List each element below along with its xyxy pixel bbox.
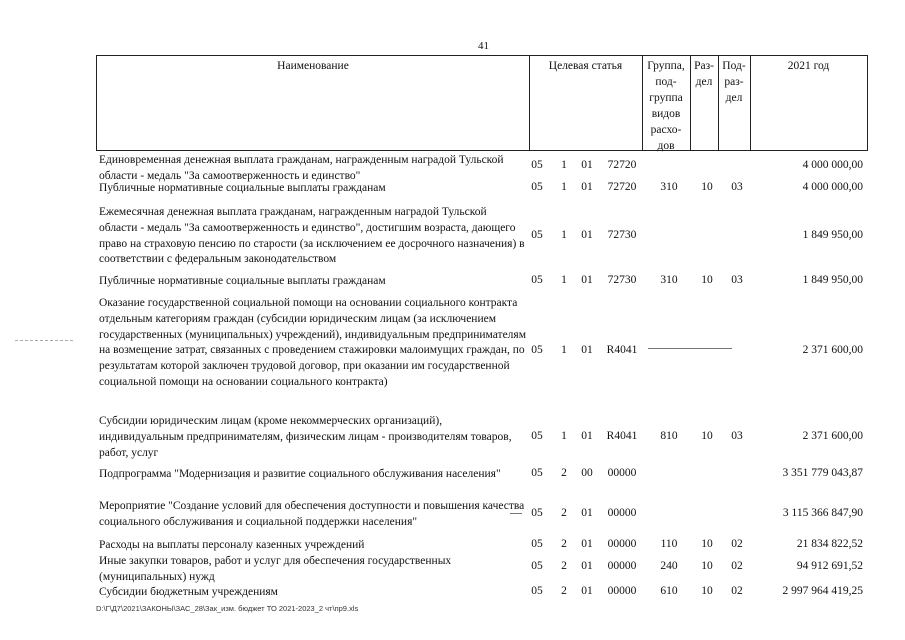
expense-group: 310 [660, 181, 678, 193]
code-event: 01 [581, 560, 593, 572]
expense-group: 810 [660, 430, 678, 442]
code-program: 05 [531, 229, 543, 241]
razdel: 10 [701, 538, 713, 550]
code-subprogram: 1 [561, 430, 567, 442]
scan-artifact-line [15, 340, 73, 341]
amount: 3 351 779 043,87 [782, 467, 863, 479]
razdel: 10 [701, 560, 713, 572]
code-program: 05 [531, 159, 543, 171]
amount: 4 000 000,00 [802, 159, 863, 171]
file-path-footer: D:\Г\Д7\2021\ЗАКОНЫ\ЗАС_28\Зак_изм. бюджет ТО 2021-2023_2 чт\пр9.xls [96, 604, 359, 613]
row-name: Субсидии юридическим лицам (кроме некоммерческих организаций), индивидуальным предпринимателям, физическим лицам - производителям товаров, работ, услуг [99, 415, 512, 459]
table-header [96, 55, 868, 151]
code-subprogram: 2 [561, 538, 567, 550]
code-event: 01 [581, 430, 593, 442]
code-event: 01 [581, 181, 593, 193]
amount: 21 834 822,52 [796, 538, 863, 550]
code-subprogram: 1 [561, 274, 567, 286]
razdel: 10 [701, 430, 713, 442]
code-subprogram: 2 [561, 560, 567, 572]
row-name: Расходы на выплаты персоналу казенных учреждений [99, 539, 365, 551]
header-year: 2021 год [787, 60, 830, 72]
code-subprogram: 2 [561, 507, 567, 519]
code-subprogram: 1 [561, 181, 567, 193]
code-subprogram: 1 [561, 159, 567, 171]
podrazdel: 03 [731, 430, 743, 442]
header-name: Наименование [277, 60, 349, 72]
podrazdel: 02 [731, 560, 743, 572]
row-name: Подпрограмма "Модернизация и развитие социального обслуживания населения" [99, 468, 501, 480]
amount: 94 912 691,52 [796, 560, 863, 572]
row-name: Мероприятие "Создание условий для обеспечения доступности и повышения качества социального обслуживания и социальной поддержки населения" [99, 500, 525, 528]
podrazdel: 02 [731, 538, 743, 550]
code-subprogram: 2 [561, 467, 567, 479]
page-number: 41 [478, 40, 489, 52]
expense-group: 110 [660, 538, 678, 550]
header-razdel: Раз- дел [694, 60, 714, 88]
code-program: 05 [531, 344, 543, 356]
code-program: 05 [531, 560, 543, 572]
expense-group: 610 [660, 585, 678, 597]
code-direction: 00000 [607, 585, 637, 597]
row-name: Единовременная денежная выплата гражданам, награжденным наградой Тульской области - медаль "За самоотверженность и единство" [99, 154, 504, 182]
code-event: 01 [581, 159, 593, 171]
code-direction: 00000 [607, 467, 637, 479]
code-subprogram: 1 [561, 344, 567, 356]
code-direction: 00000 [607, 538, 637, 550]
podrazdel: 03 [731, 274, 743, 286]
code-event: 01 [581, 274, 593, 286]
razdel: 10 [701, 274, 713, 286]
header-podrazdel: Под- раз- дел [722, 60, 746, 104]
code-program: 05 [531, 181, 543, 193]
razdel: 10 [701, 585, 713, 597]
code-direction: 00000 [607, 560, 637, 572]
podrazdel: 02 [731, 585, 743, 597]
row-name: Публичные нормативные социальные выплаты гражданам [99, 275, 386, 287]
code-direction: 00000 [607, 507, 637, 519]
code-program: 05 [531, 585, 543, 597]
row-name: Ежемесячная денежная выплата гражданам, награжденным наградой Тульской области - медаль "За самоотверженность и единство", достигшим возраста, дающего право на страховую пенсию по старости (за исключением ее досрочного назначения) в соответствии с федеральным законодательством [99, 206, 525, 266]
amount: 4 000 000,00 [802, 181, 863, 193]
code-direction: R4041 [606, 344, 638, 356]
code-subprogram: 1 [561, 229, 567, 241]
row-name: Публичные нормативные социальные выплаты гражданам [99, 182, 386, 194]
expense-group: 240 [660, 560, 678, 572]
expense-group: 310 [660, 274, 678, 286]
header-group: Группа, под- группа видов расхо- дов [647, 60, 685, 152]
scan-artifact-line [648, 348, 732, 349]
code-program: 05 [531, 507, 543, 519]
code-event: 01 [581, 538, 593, 550]
amount: 1 849 950,00 [802, 229, 863, 241]
podrazdel: 03 [731, 181, 743, 193]
scan-artifact-line [510, 513, 522, 514]
amount: 1 849 950,00 [802, 274, 863, 286]
razdel: 10 [701, 181, 713, 193]
code-subprogram: 2 [561, 585, 567, 597]
code-direction: R4041 [606, 430, 638, 442]
code-direction: 72730 [607, 274, 637, 286]
code-program: 05 [531, 274, 543, 286]
row-name: Оказание государственной социальной помощи на основании социального контракта отдельным категориям граждан (субсидии юридическим лицам (за исключением государственных (муниципальных) учреждений), индивидуальным предпринимателям на возмещение затрат, связанных с проведением стажировки малоимущих граждан, по результатам которой заключен трудовой договор, при оказании им государственной социальной помощи на основании социального контракта) [99, 297, 526, 388]
code-event: 01 [581, 507, 593, 519]
code-event: 01 [581, 229, 593, 241]
code-program: 05 [531, 430, 543, 442]
code-event: 01 [581, 585, 593, 597]
header-target: Целевая статья [548, 60, 623, 72]
code-direction: 72720 [607, 159, 637, 171]
amount: 3 115 366 847,90 [782, 507, 863, 519]
row-name: Иные закупки товаров, работ и услуг для обеспечения государственных (муниципальных) нужд [99, 555, 452, 583]
amount: 2 997 964 419,25 [782, 585, 863, 597]
code-event: 01 [581, 344, 593, 356]
amount: 2 371 600,00 [802, 430, 863, 442]
code-program: 05 [531, 467, 543, 479]
code-event: 00 [581, 467, 593, 479]
code-program: 05 [531, 538, 543, 550]
code-direction: 72730 [607, 229, 637, 241]
code-direction: 72720 [607, 181, 637, 193]
row-name: Субсидии бюджетным учреждениям [99, 586, 278, 598]
amount: 2 371 600,00 [802, 344, 863, 356]
